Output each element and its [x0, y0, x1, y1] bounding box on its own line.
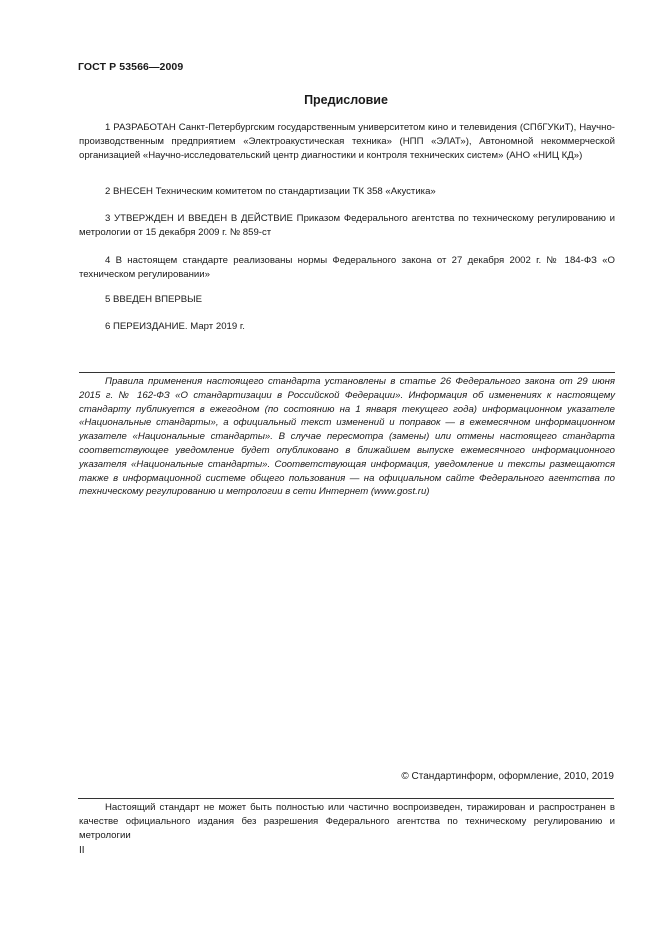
paragraph-4: 4 В настоящем стандарте реализованы нормы Федерального закона от 27 декабря 2002 г. № 184-ФЗ «О техническом регулировании» [79, 255, 615, 280]
paragraph-5: 5 ВВЕДЕН ВПЕРВЫЕ [105, 294, 203, 305]
standard-id: ГОСТ Р 53566—2009 [78, 61, 184, 73]
usage-rules-note: Правила применения настоящего стандарта установлены в статье 26 Федерального закона от 29 июня 2015 г. № 162-ФЗ «О стандартизации в Российской Федерации». Информация об изменениях к настоящему стандарту публикуется в ежегодном (по состоянию на 1 января текущего года) информационном указателе «Национальные стандарты», а официальный текст изменений и поправок — в ежемесячном информационном указателе «Национальные стандарты». В случае пересмотра (замены) или отмены настоящего стандарта соответствующее уведомление будет опубликовано в ближайшем выпуске ежемесячного информационного указателя «Национальные стандарты». Соответствующая информация, уведомление и тексты размещаются также в информационной системе общего пользования — на официальном сайте Федерального агентства по техническому регулированию и метрологии в сети Интернет (www.gost.ru) [79, 372, 615, 499]
paragraph-2: 2 ВНЕСЕН Техническим комитетом по стандартизации ТК 358 «Акустика» [105, 186, 436, 197]
page-title: Предисловие [304, 93, 388, 107]
copyright-notice: © Стандартинформ, оформление, 2010, 2019 [78, 771, 614, 799]
reproduction-notice: Настоящий стандарт не может быть полностью или частично воспроизведен, тиражирован и распространен в качестве официального издания без разрешения Федерального агентства по техническому регулированию и метрологии [79, 802, 615, 841]
paragraph-3: 3 УТВЕРЖДЕН И ВВЕДЕН В ДЕЙСТВИЕ Приказом Федерального агентства по техническому регулированию и метрологии от 15 декабря 2009 г. № 859-ст [79, 213, 615, 238]
paragraph-1: 1 РАЗРАБОТАН Санкт-Петербургским государственным университетом кино и телевидения (СПбГУКиТ), Научно-производственным предприятием «Электроакустическая техника» (НПП «ЭЛАТ»), Автономной некоммерческой организацией «Научно-исследовательский центр диагностики и контроля технических систем» (АНО «НИЦ КД») [79, 122, 615, 161]
paragraph-6: 6 ПЕРЕИЗДАНИЕ. Март 2019 г. [105, 321, 245, 332]
page-number: II [79, 845, 85, 856]
